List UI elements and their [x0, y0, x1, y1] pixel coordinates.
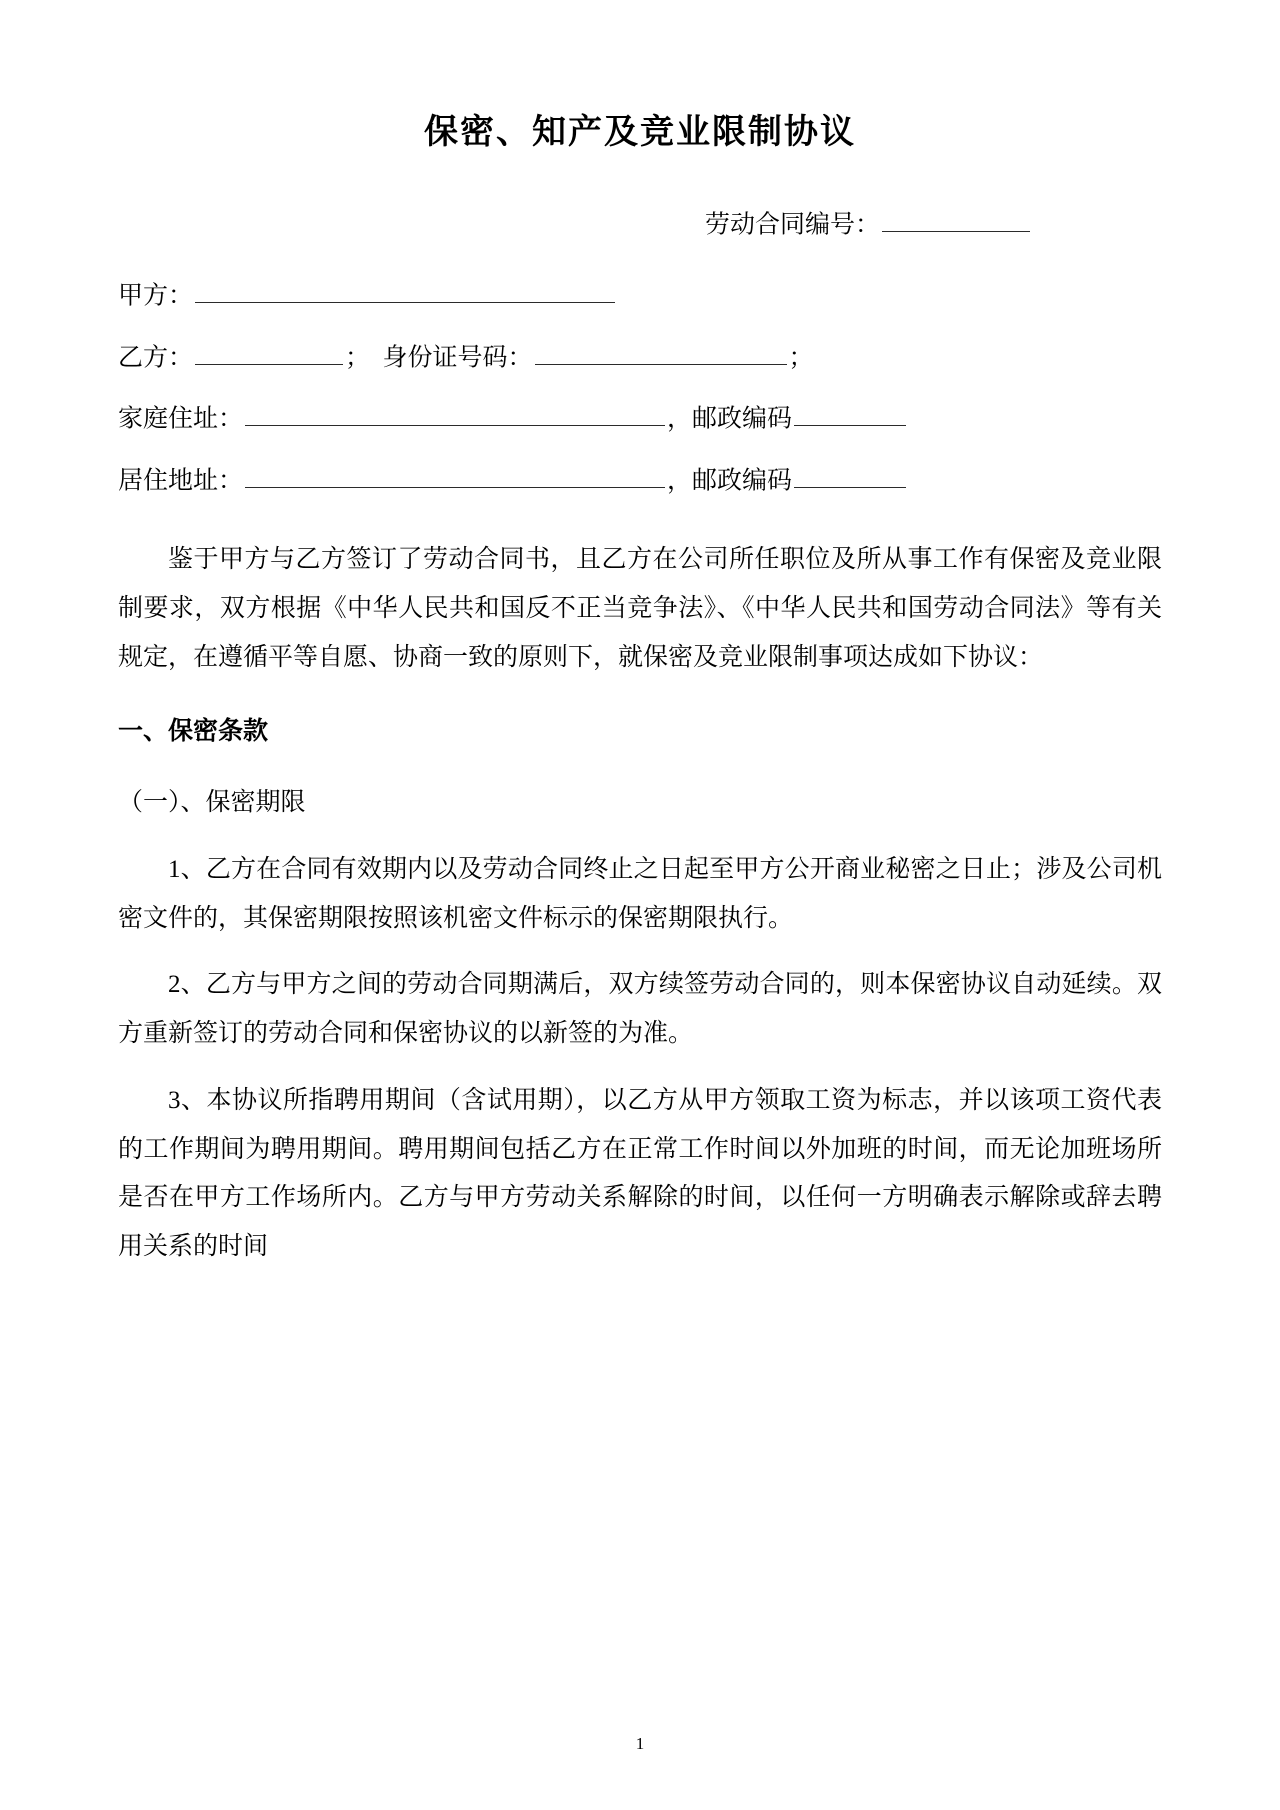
page-number: 1: [635, 1734, 645, 1753]
id-card-label: 身份证号码：: [382, 343, 533, 371]
clause-2: 2、乙方与甲方之间的劳动合同期满后，双方续签劳动合同的，则本保密协议自动延续。双方重新签订的劳动合同和保密协议的以新签的为准。: [118, 971, 1162, 1048]
party-b-field: [118, 338, 1162, 374]
party-a-label: 甲方：: [118, 282, 194, 310]
residence-zip-label: 邮政编码: [692, 466, 793, 494]
home-address-label: 家庭住址：: [118, 405, 244, 433]
party-b-blank[interactable]: [195, 338, 343, 365]
party-b-label: 乙方：: [118, 343, 194, 371]
party-a-blank[interactable]: [195, 276, 615, 303]
contract-number-label: 劳动合同编号：: [704, 211, 880, 239]
clause-3: 3、本协议所指聘用期间（含试用期），以乙方从甲方领取工资为标志，并以该项工资代表的工作期间为聘用期间。聘用期间包括乙方在正常工作时间以外加班的时间，而无论加班场所是否在甲方工作场所内。乙方与甲方劳动关系解除的时间，以任何一方明确表示解除或辞去聘用关系的时间: [118, 1086, 1162, 1261]
preamble-paragraph: 鉴于甲方与乙方签订了劳动合同书，且乙方在公司所任职位及所从事工作有保密及竞业限制要求，双方根据《中华人民共和国反不正当竞争法》、《中华人民共和国劳动合同法》等有关规定，在遵循平等自愿、协商一致的原则下，就保密及竞业限制事项达成如下协议：: [118, 546, 1162, 671]
contract-number-field: [118, 205, 1162, 240]
page-title: 保密、知产及竞业限制协议: [424, 113, 856, 151]
residence-address-label: 居住地址：: [118, 466, 244, 494]
home-zip-blank[interactable]: [794, 399, 906, 426]
home-zip-label: 邮政编码: [692, 405, 793, 433]
home-address-blank[interactable]: [245, 399, 665, 426]
id-card-blank[interactable]: [535, 338, 787, 365]
party-b-separator: ；: [345, 343, 371, 371]
clause-1: 1、乙方在合同有效期内以及劳动合同终止之日起至甲方公开商业秘密之日止；涉及公司机密文件的，其保密期限按照该机密文件标示的保密期限执行。: [118, 855, 1162, 932]
party-a-field: [118, 276, 1162, 312]
section-heading-confidentiality: 一、保密条款: [118, 718, 269, 746]
subsection-heading-confidentiality-period: （一）、保密期限: [118, 789, 306, 817]
residence-address-separator: ，: [667, 466, 693, 494]
home-address-separator: ，: [667, 405, 693, 433]
residence-address-blank[interactable]: [245, 461, 665, 488]
home-address-field: [118, 399, 1162, 435]
contract-number-blank[interactable]: [882, 205, 1030, 232]
residence-address-field: [118, 461, 1162, 497]
id-card-separator: ；: [788, 343, 814, 371]
residence-zip-blank[interactable]: [794, 461, 906, 488]
